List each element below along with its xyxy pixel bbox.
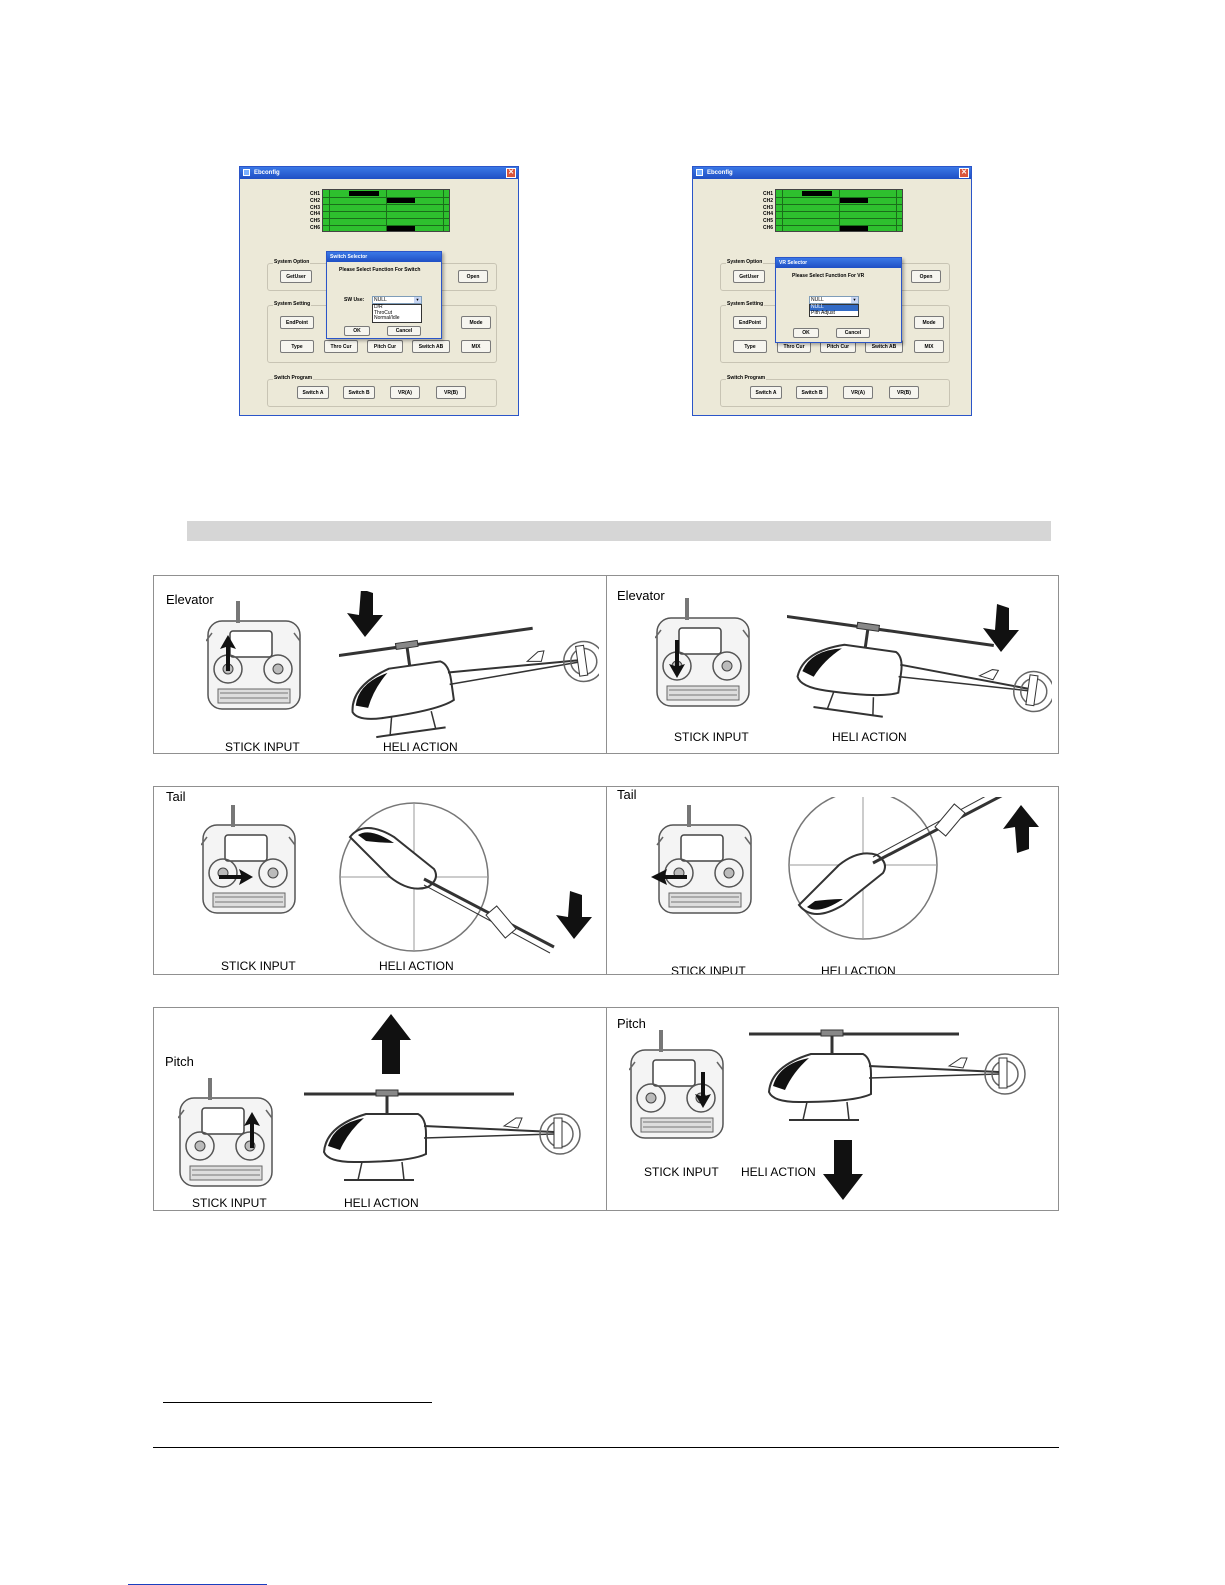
switch-selector-dialog xyxy=(326,251,442,339)
footnote-rule xyxy=(163,1402,432,1403)
elevator-forward-panel xyxy=(153,575,607,754)
pitch-down-panel xyxy=(606,1007,1059,1211)
channel-label: CH1 xyxy=(762,191,773,197)
transmitter-illustration xyxy=(206,601,306,713)
sw-use-label: SW Use: xyxy=(344,297,365,303)
helicopter-illustration xyxy=(339,591,599,741)
panel-title: Pitch xyxy=(617,1016,646,1031)
thro-cur-button[interactable]: Thro Cur xyxy=(324,340,358,353)
helicopter-illustration xyxy=(747,1020,1052,1210)
group-label: System Option xyxy=(274,259,310,265)
app-window-1 xyxy=(239,166,519,416)
app-icon xyxy=(696,169,703,176)
endpoint-button[interactable]: EndPoint xyxy=(280,316,314,329)
thro-cur-button[interactable]: Thro Cur xyxy=(777,340,811,353)
group-label: System Option xyxy=(727,259,763,265)
transmitter-illustration xyxy=(178,1078,278,1190)
select-option[interactable]: PIth Adjust xyxy=(811,309,835,316)
select-options xyxy=(372,304,422,323)
vr-selector-dialog xyxy=(775,257,902,343)
dialog-prompt: Please Select Function For Switch xyxy=(339,267,421,273)
mix-button[interactable]: MIX xyxy=(914,340,944,353)
select-value: NULL xyxy=(374,297,387,303)
group-label: Switch Program xyxy=(727,375,766,381)
switch-b-button[interactable]: Switch B xyxy=(796,386,828,399)
heli-action-caption: HELI ACTION xyxy=(379,959,454,973)
section-heading-bar xyxy=(187,521,1051,541)
stick-input-caption: STICK INPUT xyxy=(644,1165,719,1179)
transmitter-illustration xyxy=(201,805,301,917)
panel-title: Tail xyxy=(617,787,637,802)
select-option[interactable]: ThroCut xyxy=(374,309,393,316)
panel-title: Elevator xyxy=(166,592,214,607)
switch-ab-button[interactable]: Switch AB xyxy=(412,340,450,353)
pitch-cur-button[interactable]: Pitch Cur xyxy=(367,340,403,353)
channel-label: CH5 xyxy=(762,218,773,225)
elevator-backward-panel xyxy=(606,575,1059,754)
transmitter-illustration xyxy=(645,805,755,917)
window-title: Ebconfig xyxy=(254,170,280,176)
panel-title: Elevator xyxy=(617,588,665,603)
channel-labels xyxy=(753,191,773,232)
channel-label: CH4 xyxy=(762,211,773,218)
open-button[interactable]: Open xyxy=(458,270,488,283)
switch-a-button[interactable]: Switch A xyxy=(750,386,782,399)
ok-button[interactable]: OK xyxy=(344,326,370,336)
channel-label: CH5 xyxy=(309,218,320,225)
close-icon[interactable]: ✕ xyxy=(506,168,516,178)
function-select[interactable] xyxy=(809,296,859,304)
type-button[interactable]: Type xyxy=(280,340,314,353)
group-label: Switch Program xyxy=(274,375,313,381)
panel-title: Pitch xyxy=(165,1054,194,1069)
select-options xyxy=(809,304,859,317)
mode-button[interactable]: Mode xyxy=(914,316,944,329)
heli-action-caption: HELI ACTION xyxy=(344,1196,419,1210)
helicopter-illustration xyxy=(779,797,1054,967)
stick-input-caption: STICK INPUT xyxy=(674,730,749,744)
channel-label: CH6 xyxy=(309,224,320,231)
stick-input-caption: STICK INPUT xyxy=(192,1196,267,1210)
stick-input-caption: STICK INPUT xyxy=(221,959,296,973)
helicopter-illustration xyxy=(304,1014,599,1199)
panel-title: Tail xyxy=(166,789,186,804)
dialog-titlebar: VR Selector xyxy=(776,258,901,268)
pitch-up-panel xyxy=(153,1007,607,1211)
channel-monitor xyxy=(775,189,903,232)
helicopter-illustration xyxy=(334,799,599,964)
channel-label: CH6 xyxy=(762,224,773,231)
stick-input-caption: STICK INPUT xyxy=(671,964,746,975)
transmitter-illustration xyxy=(629,1030,729,1142)
window-titlebar xyxy=(240,167,518,179)
window-titlebar xyxy=(693,167,971,179)
vr-a-button[interactable]: VR(A) xyxy=(843,386,873,399)
open-button[interactable]: Open xyxy=(911,270,941,283)
switch-a-button[interactable]: Switch A xyxy=(297,386,329,399)
group-label: System Setting xyxy=(274,301,311,307)
switch-ab-button[interactable]: Switch AB xyxy=(865,340,903,353)
getuser-button[interactable]: GetUser xyxy=(280,270,312,283)
app-window-2 xyxy=(692,166,972,416)
app-icon xyxy=(243,169,250,176)
transmitter-illustration xyxy=(655,598,755,710)
helicopter-illustration xyxy=(787,596,1052,736)
ok-button[interactable]: OK xyxy=(793,328,819,338)
mix-button[interactable]: MIX xyxy=(461,340,491,353)
tail-left-panel xyxy=(606,786,1059,975)
channel-labels xyxy=(300,191,320,232)
close-icon[interactable]: ✕ xyxy=(959,168,969,178)
mode-button[interactable]: Mode xyxy=(461,316,491,329)
function-select[interactable] xyxy=(372,296,422,304)
dialog-titlebar: Switch Selector xyxy=(327,252,441,262)
dialog-prompt: Please Select Function For VR xyxy=(792,273,865,279)
channel-label: CH1 xyxy=(309,191,320,197)
channel-label: CH2 xyxy=(762,197,773,204)
heli-action-caption: HELI ACTION xyxy=(741,1165,816,1179)
vr-a-button[interactable]: VR(A) xyxy=(390,386,420,399)
channel-label: CH4 xyxy=(309,211,320,218)
heli-action-caption: HELI ACTION xyxy=(832,730,907,744)
channel-label: CH3 xyxy=(762,204,773,211)
channel-label: CH2 xyxy=(309,197,320,204)
tail-right-panel xyxy=(153,786,607,975)
channel-label: CH3 xyxy=(309,204,320,211)
group-label: System Setting xyxy=(727,301,764,307)
vr-b-button[interactable]: VR(B) xyxy=(889,386,919,399)
cancel-button[interactable]: Cancel xyxy=(387,326,421,336)
select-value: NULL xyxy=(811,297,824,303)
type-button[interactable]: Type xyxy=(733,340,767,353)
switch-b-button[interactable]: Switch B xyxy=(343,386,375,399)
getuser-button[interactable]: GetUser xyxy=(733,270,765,283)
heli-action-caption: HELI ACTION xyxy=(821,964,896,975)
channel-monitor xyxy=(322,189,450,232)
heli-action-caption: HELI ACTION xyxy=(383,740,458,754)
select-option[interactable]: NULL xyxy=(810,305,858,311)
select-option[interactable]: D/R xyxy=(374,304,383,310)
endpoint-button[interactable]: EndPoint xyxy=(733,316,767,329)
footer-rule xyxy=(153,1447,1059,1448)
stick-input-caption: STICK INPUT xyxy=(225,740,300,754)
chevron-down-icon[interactable]: ▼ xyxy=(852,297,857,302)
chevron-down-icon[interactable]: ▼ xyxy=(415,297,420,302)
window-title: Ebconfig xyxy=(707,170,733,176)
select-option[interactable]: Normal/Idle xyxy=(374,315,400,321)
pitch-cur-button[interactable]: Pitch Cur xyxy=(820,340,856,353)
vr-b-button[interactable]: VR(B) xyxy=(436,386,466,399)
cancel-button[interactable]: Cancel xyxy=(836,328,870,338)
